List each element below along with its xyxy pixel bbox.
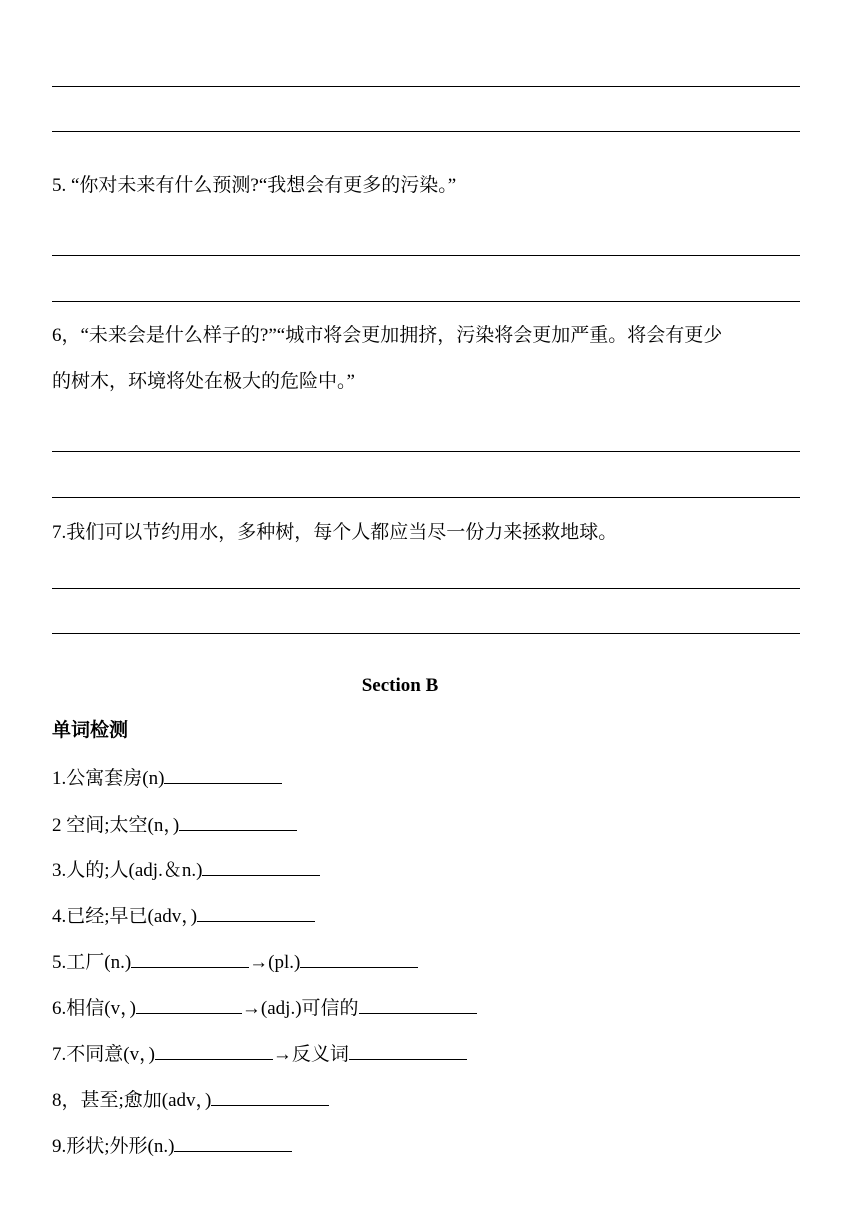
answer-line [52, 588, 800, 589]
fill-blank[interactable] [131, 949, 249, 968]
fill-blank[interactable] [202, 857, 320, 876]
question-6-line-2: 的树木，环境将处在极大的危险中。” [52, 371, 355, 392]
vocab-label: 4.已经;早已(adv，) [52, 906, 198, 927]
fill-blank[interactable] [155, 1041, 273, 1060]
vocab-item-9 [52, 1133, 292, 1159]
fill-blank[interactable] [359, 995, 477, 1014]
vocab-item-1 [52, 765, 282, 791]
question-5: 5. “你对未来有什么预测?“我想会有更多的污染。” [52, 175, 457, 196]
fill-blank[interactable] [349, 1041, 467, 1060]
section-subtitle: 单词检测 [52, 720, 129, 741]
answer-line [52, 86, 800, 87]
vocab-label: 3.人的;人(adj.＆n.) [52, 860, 203, 881]
answer-line [52, 633, 800, 634]
vocab-item-6 [52, 995, 477, 1021]
section-title: Section B [361, 675, 439, 696]
vocab-derivative-label: →(pl.) [249, 952, 301, 973]
answer-line [52, 451, 800, 452]
vocab-derivative-label: →反义词 [272, 1044, 349, 1065]
vocab-item-2 [52, 812, 297, 838]
fill-blank[interactable] [136, 995, 242, 1014]
vocab-derivative-label: →(adj.)可信的 [241, 998, 359, 1019]
vocab-item-8 [52, 1087, 329, 1113]
vocab-item-7 [52, 1041, 467, 1067]
answer-line [52, 497, 800, 498]
vocab-label: 7.不同意(v，) [52, 1044, 155, 1065]
vocab-item-3 [52, 857, 320, 883]
fill-blank[interactable] [174, 1133, 292, 1152]
question-7: 7.我们可以节约用水，多种树，每个人都应当尽一份力来拯救地球。 [52, 522, 618, 543]
vocab-item-5 [52, 949, 418, 975]
vocab-label: 6.相信(v，) [52, 998, 136, 1019]
vocab-label: 8，甚至;愈加(adv，) [52, 1090, 212, 1111]
fill-blank[interactable] [300, 949, 418, 968]
fill-blank[interactable] [179, 812, 297, 831]
answer-line [52, 131, 800, 132]
answer-line [52, 301, 800, 302]
vocab-item-4 [52, 903, 315, 929]
answer-line [52, 255, 800, 256]
fill-blank[interactable] [164, 765, 282, 784]
fill-blank[interactable] [211, 1087, 329, 1106]
vocab-label: 9.形状;外形(n.) [52, 1136, 175, 1157]
vocab-label: 2 空间;太空(n，) [52, 815, 180, 836]
question-6-line-1: 6，“未来会是什么样子的?”“城市将会更加拥挤，污染将会更加严重。将会有更少 [52, 325, 723, 346]
fill-blank[interactable] [197, 903, 315, 922]
vocab-label: 5.工厂(n.) [52, 952, 132, 973]
vocab-label: 1.公寓套房(n) [52, 768, 165, 789]
